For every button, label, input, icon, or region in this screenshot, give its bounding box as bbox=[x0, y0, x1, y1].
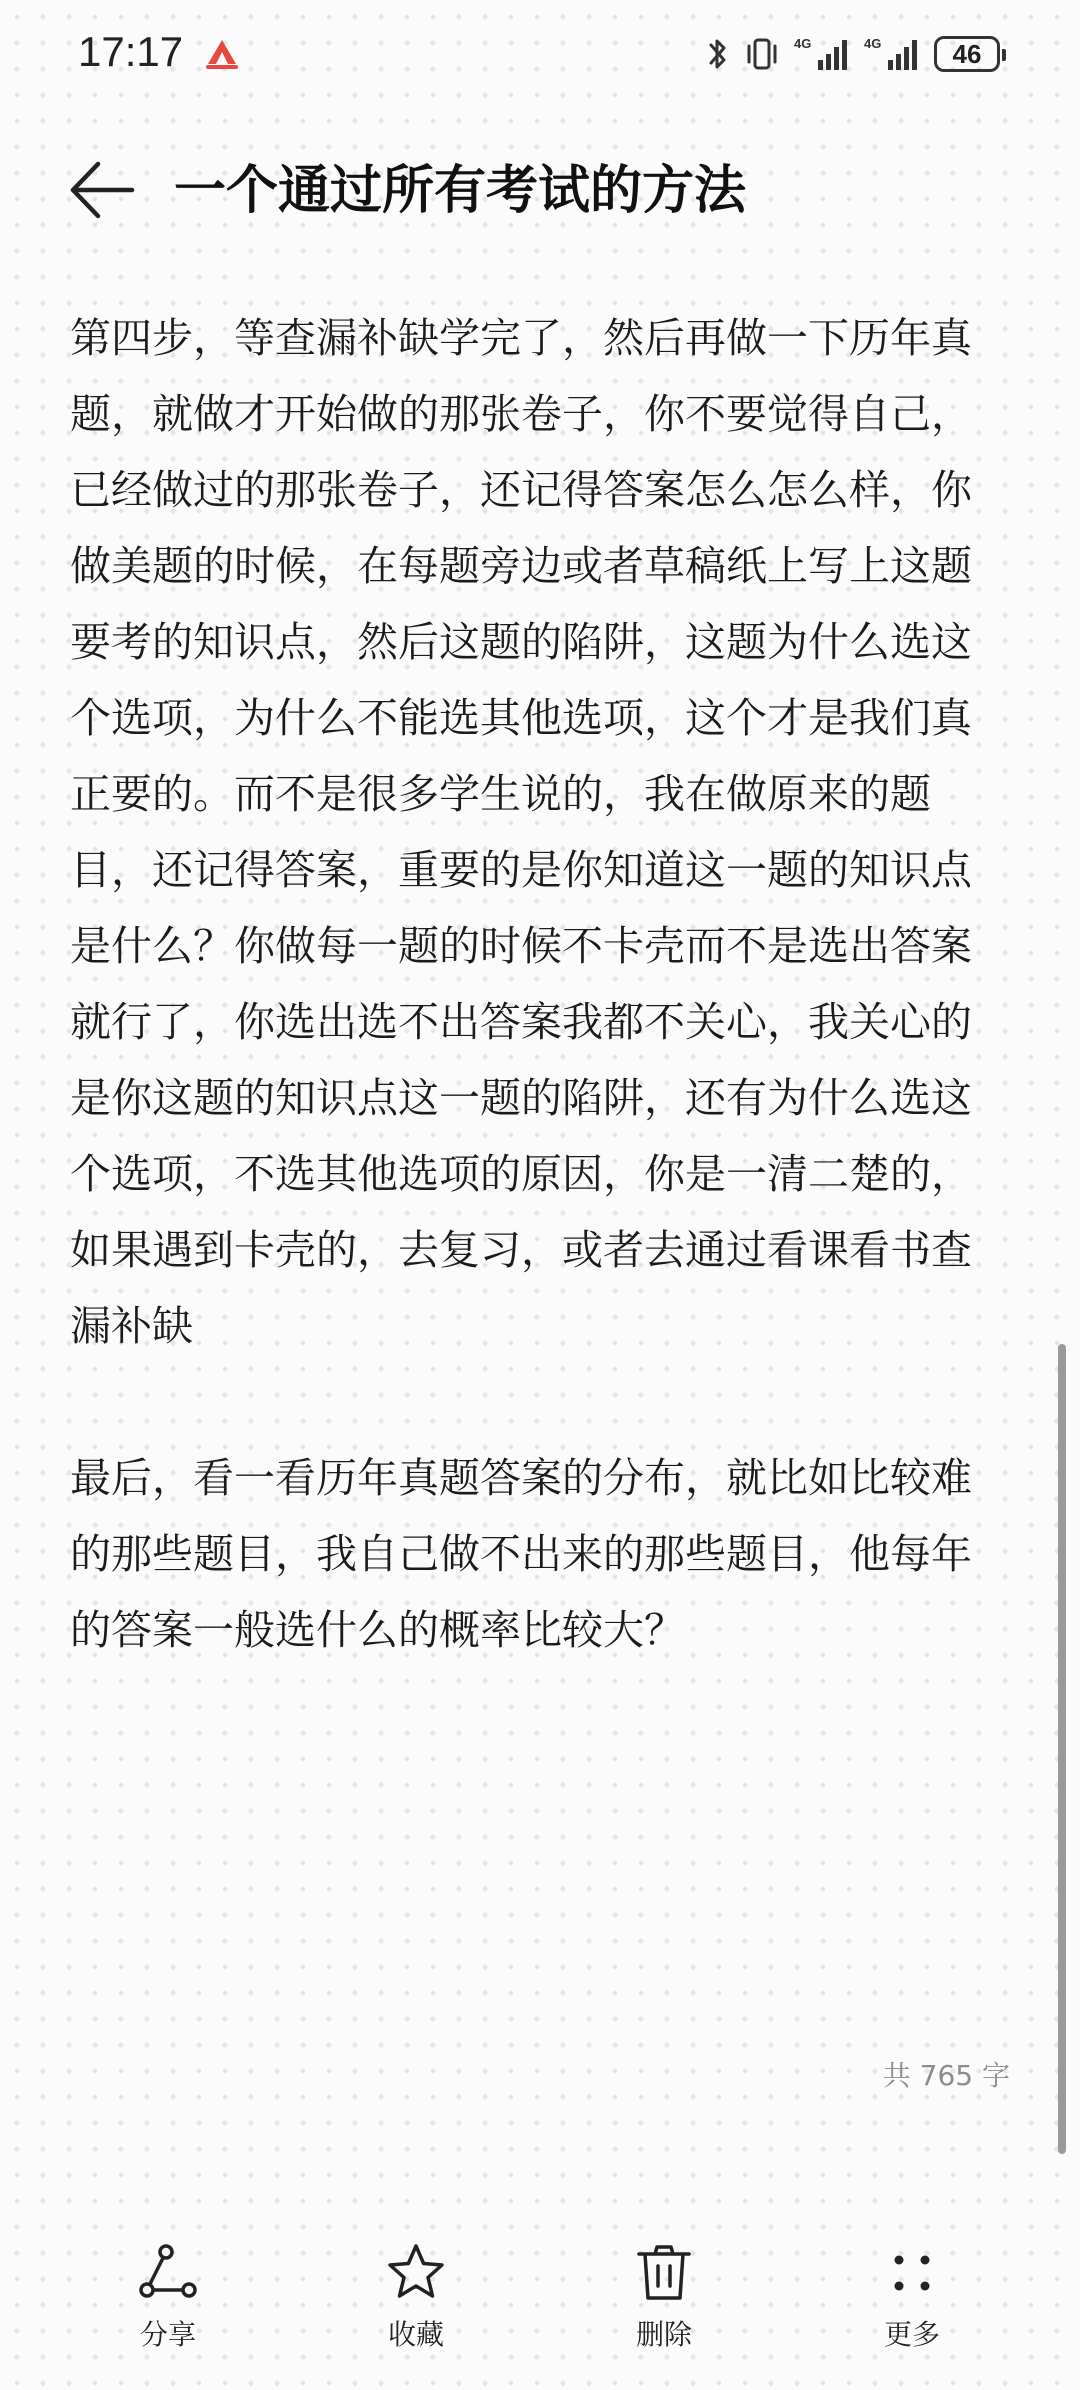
back-arrow-icon bbox=[64, 152, 140, 228]
network-label-2: 4G bbox=[864, 36, 882, 51]
network-label-1: 4G bbox=[794, 36, 812, 51]
more-dots-icon bbox=[879, 2240, 945, 2306]
signal-icon-1 bbox=[794, 34, 852, 74]
word-count: 共 765 字 bbox=[882, 2059, 1010, 2092]
note-paragraph-1[interactable]: 第四步，等查漏补缺学完了，然后再做一下历年真题，就做才开始做的那张卷子，你不要觉得自己，已经做过的那张卷子，还记得答案怎么怎么样，你做美题的时候，在每题旁边或者草稿纸上写上这题要考的知识点，然后这题的陷阱，这题为什么选这个选项，为什么不能选其他选项，这个才是我们真正要的。而不是很多学生说的，我在做原来的题目，还记得答案，重要的是你知道这一题的知识点是什么？你做每一题的时候不卡壳而不是选出答案就行了，你选出选不出答案我都不关心，我关心的是你这题的知识点这一题的陷阱，还有为什么选这个选项，不选其他选项的原因，你是一清二楚的，如果遇到卡壳的，去复习，或者去通过看课看书查漏补缺 bbox=[70, 314, 972, 1350]
share-label: 分享 bbox=[139, 2318, 196, 2351]
share-icon bbox=[135, 2240, 201, 2306]
star-icon bbox=[383, 2240, 449, 2306]
page-title: 一个通过所有考试的方法 bbox=[174, 161, 747, 221]
status-icons bbox=[706, 30, 1000, 78]
back-button[interactable] bbox=[64, 152, 140, 228]
share-button[interactable] bbox=[98, 2240, 238, 2370]
status-time: 17:17 bbox=[78, 28, 184, 75]
delete-label: 删除 bbox=[635, 2318, 692, 2351]
favorite-button[interactable] bbox=[346, 2240, 486, 2370]
favorite-label: 收藏 bbox=[387, 2318, 444, 2351]
more-label: 更多 bbox=[883, 2318, 940, 2351]
battery-icon bbox=[934, 36, 1000, 72]
note-paragraph-2[interactable]: 最后，看一看历年真题答案的分布，就比如比较难的那些题目，我自己做不出来的那些题目，他每年的答案一般选什么的概率比较大？ bbox=[70, 1454, 972, 1654]
signal-icon-2 bbox=[864, 34, 922, 74]
note-body[interactable] bbox=[70, 300, 1012, 1668]
bottom-toolbar bbox=[0, 2240, 1080, 2390]
status-bar bbox=[0, 0, 1080, 100]
header bbox=[0, 130, 1080, 250]
scrollbar[interactable] bbox=[1058, 1344, 1066, 2154]
delete-button[interactable] bbox=[594, 2240, 734, 2370]
battery-level: 46 bbox=[952, 38, 982, 69]
vibrate-icon bbox=[742, 34, 782, 74]
more-button[interactable] bbox=[842, 2240, 982, 2370]
bluetooth-icon bbox=[706, 34, 730, 74]
trash-icon bbox=[631, 2240, 697, 2306]
app-notification-icon bbox=[202, 34, 242, 74]
